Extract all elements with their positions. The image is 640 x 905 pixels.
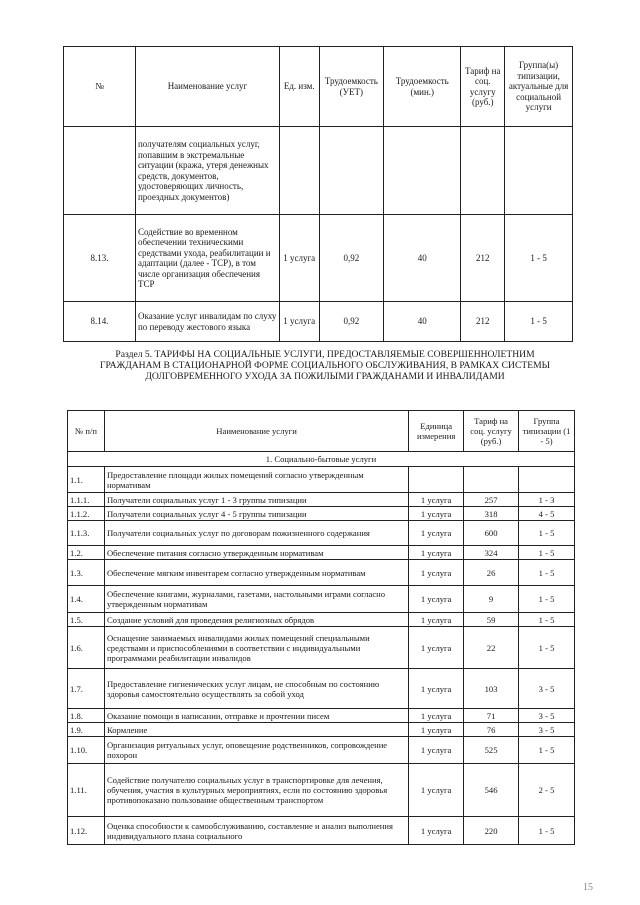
header-unit: Ед. изм. — [279, 47, 319, 127]
table-row — [68, 507, 575, 521]
cell-group: 2 - 5 — [519, 764, 575, 817]
tariffs-table — [67, 410, 575, 845]
table-row — [68, 723, 575, 737]
section-subheader: 1. Социально-бытовые услуги — [68, 452, 575, 467]
cell-tariff: 71 — [464, 709, 519, 723]
table-row — [68, 817, 575, 845]
cell-unit: 1 услуга — [409, 764, 464, 817]
cell-tariff: 546 — [464, 764, 519, 817]
cell-uet: 0,92 — [319, 215, 384, 302]
cell-num: 1.11. — [68, 764, 105, 817]
cell-group: 1 - 5 — [519, 817, 575, 845]
cell-tariff: 103 — [464, 669, 519, 709]
cell-name: Кормление — [104, 723, 408, 737]
cell-group: 1 - 5 — [519, 613, 575, 627]
cell-unit: 1 услуга — [409, 546, 464, 560]
cell-tariff: 257 — [464, 493, 519, 507]
table-row — [68, 737, 575, 764]
cell-tariff: 525 — [464, 737, 519, 764]
table2-header-row — [68, 411, 575, 452]
cell-num: 1.9. — [68, 723, 105, 737]
cell-name: Обеспечение книгами, журналами, газетами, настольными играми согласно утвержденным нормативам — [104, 586, 408, 613]
cell-group: 1 - 5 — [505, 302, 573, 342]
cell-name: Оказание услуг инвалидам по слуху по переводу жестового языка — [135, 302, 279, 342]
table-row — [64, 215, 573, 302]
cell-name: Организация ритуальных услуг, оповещение родственников, сопровождение похорон — [104, 737, 408, 764]
cell-name: Оценка способности к самообслуживанию, составление и анализ выполнения индивидуального плана социального — [104, 817, 408, 845]
cell-unit: 1 услуга — [279, 302, 319, 342]
cell-name: Содействие во временном обеспечении техническими средствами ухода, реабилитации и адаптации (далее - ТСР), в том числе организация обеспечения ТСР — [135, 215, 279, 302]
cell-tariff — [464, 467, 519, 493]
cell-group: 1 - 3 — [519, 493, 575, 507]
cell-group: 1 - 5 — [519, 560, 575, 586]
cell-name: Оказание помощи в написании, отправке и прочтении писем — [104, 709, 408, 723]
cell-group: 4 - 5 — [519, 507, 575, 521]
cell-num: 1.1.1. — [68, 493, 105, 507]
table-row — [68, 669, 575, 709]
cell-unit: 1 услуга — [409, 560, 464, 586]
cell-tariff: 22 — [464, 627, 519, 669]
table-row — [68, 467, 575, 493]
cell-min: 40 — [384, 302, 461, 342]
cell-unit: 1 услуга — [409, 586, 464, 613]
cell-tariff: 212 — [461, 215, 505, 302]
page-number: 15 — [583, 882, 593, 893]
cell-unit: 1 услуга — [409, 723, 464, 737]
cell-tariff: 600 — [464, 521, 519, 546]
cell-unit — [279, 127, 319, 215]
cell-tariff: 220 — [464, 817, 519, 845]
cell-unit: 1 услуга — [409, 627, 464, 669]
table-row — [68, 493, 575, 507]
cell-unit — [409, 467, 464, 493]
cell-unit: 1 услуга — [409, 669, 464, 709]
cell-tariff: 318 — [464, 507, 519, 521]
header-group: Группа типизации (1 - 5) — [519, 411, 575, 452]
header-tariff: Тариф на соц. услугу (руб.) — [464, 411, 519, 452]
cell-name: Обеспечение мягким инвентарем согласно утвержденным нормативам — [104, 560, 408, 586]
cell-group: 1 - 5 — [519, 586, 575, 613]
cell-tariff — [461, 127, 505, 215]
cell-num: 1.3. — [68, 560, 105, 586]
cell-unit: 1 услуга — [409, 507, 464, 521]
cell-num: 1.4. — [68, 586, 105, 613]
cell-name: Обеспечение питания согласно утвержденным нормативам — [104, 546, 408, 560]
table-row — [68, 546, 575, 560]
table1-header-row — [64, 47, 573, 127]
cell-num: 1.7. — [68, 669, 105, 709]
cell-tariff: 324 — [464, 546, 519, 560]
header-group: Группа(ы) типизации, актуальные для социальной услуги — [505, 47, 573, 127]
table-row — [68, 709, 575, 723]
table-row — [68, 627, 575, 669]
section-subheader-row — [68, 452, 575, 467]
cell-tariff: 26 — [464, 560, 519, 586]
cell-num: 1.8. — [68, 709, 105, 723]
table-row — [68, 764, 575, 817]
cell-group: 1 - 5 — [519, 737, 575, 764]
table-row — [68, 613, 575, 627]
cell-name: Получатели социальных услуг 1 - 3 группы типизации — [104, 493, 408, 507]
cell-group: 3 - 5 — [519, 669, 575, 709]
cell-uet: 0,92 — [319, 302, 384, 342]
cell-unit: 1 услуга — [409, 737, 464, 764]
services-table-continued — [63, 46, 573, 342]
header-num: № — [64, 47, 136, 127]
table-row — [68, 560, 575, 586]
cell-name: Предоставление площади жилых помещений согласно утвержденным нормативам — [104, 467, 408, 493]
cell-name: Оснащение занимаемых инвалидами жилых помещений специальными средствами и приспособлениями в соответствии с индивидуальными программами реабилитации инвалидов — [104, 627, 408, 669]
cell-tariff: 59 — [464, 613, 519, 627]
cell-num: 1.5. — [68, 613, 105, 627]
cell-num: 1.1.3. — [68, 521, 105, 546]
table-row — [64, 127, 573, 215]
cell-group — [519, 467, 575, 493]
cell-unit: 1 услуга — [409, 493, 464, 507]
cell-num: 1.12. — [68, 817, 105, 845]
cell-num — [64, 127, 136, 215]
cell-name: Получатели социальных услуг по договорам пожизненного содержания — [104, 521, 408, 546]
table-row — [64, 302, 573, 342]
cell-num: 1.6. — [68, 627, 105, 669]
header-unit: Единица измерения — [409, 411, 464, 452]
header-labor-uet: Трудоемкость (УЕТ) — [319, 47, 384, 127]
cell-unit: 1 услуга — [409, 521, 464, 546]
cell-name: Получатели социальных услуг 4 - 5 группы типизации — [104, 507, 408, 521]
cell-group: 1 - 5 — [519, 521, 575, 546]
cell-min — [384, 127, 461, 215]
header-tariff: Тариф на соц. услугу (руб.) — [461, 47, 505, 127]
cell-num: 1.2. — [68, 546, 105, 560]
cell-group: 3 - 5 — [519, 723, 575, 737]
header-name: Наименование услуги — [104, 411, 408, 452]
cell-name: Создание условий для проведения религиозных обрядов — [104, 613, 408, 627]
cell-name: Содействие получателю социальных услуг в транспортировке для лечения, обучения, участия в культурных мероприятиях, если по состоянию здоровья противопоказано пользование общественным транспортом — [104, 764, 408, 817]
cell-num: 1.1. — [68, 467, 105, 493]
cell-uet — [319, 127, 384, 215]
header-num: № п/п — [68, 411, 105, 452]
cell-num: 1.1.2. — [68, 507, 105, 521]
cell-group: 3 - 5 — [519, 709, 575, 723]
cell-name: Предоставление гигиенических услуг лицам, не способным по состоянию здоровья самостоятельно осуществлять за собой уход — [104, 669, 408, 709]
cell-unit: 1 услуга — [409, 817, 464, 845]
cell-unit: 1 услуга — [279, 215, 319, 302]
cell-unit: 1 услуга — [409, 613, 464, 627]
cell-group — [505, 127, 573, 215]
cell-name: получателям социальных услуг, попавшим в экстремальные ситуации (кража, утеря денежных средств, документов, удостоверяющих личность, проездных документов) — [135, 127, 279, 215]
cell-num: 8.14. — [64, 302, 136, 342]
cell-tariff: 9 — [464, 586, 519, 613]
header-labor-min: Трудоемкость (мин.) — [384, 47, 461, 127]
table-row — [68, 521, 575, 546]
cell-min: 40 — [384, 215, 461, 302]
cell-group: 1 - 5 — [505, 215, 573, 302]
section-5-title: Раздел 5. ТАРИФЫ НА СОЦИАЛЬНЫЕ УСЛУГИ, ПРЕДОСТАВЛЯЕМЫЕ СОВЕРШЕННОЛЕТНИМ ГРАЖДАНАМ В СТАЦИОНАРНОЙ ФОРМЕ СОЦИАЛЬНОГО ОБСЛУЖИВАНИЯ, В РАМКАХ СИСТЕМЫ ДОЛГОВРЕМЕННОГО УХОДА ЗА ПОЖИЛЫМИ ГРАЖДАНАМИ И ИНВАЛИДАМИ — [100, 349, 550, 383]
cell-tariff: 76 — [464, 723, 519, 737]
header-name: Наименование услуг — [135, 47, 279, 127]
cell-num: 1.10. — [68, 737, 105, 764]
cell-tariff: 212 — [461, 302, 505, 342]
cell-group: 1 - 5 — [519, 546, 575, 560]
cell-unit: 1 услуга — [409, 709, 464, 723]
table-row — [68, 586, 575, 613]
cell-num: 8.13. — [64, 215, 136, 302]
cell-group: 1 - 5 — [519, 627, 575, 669]
